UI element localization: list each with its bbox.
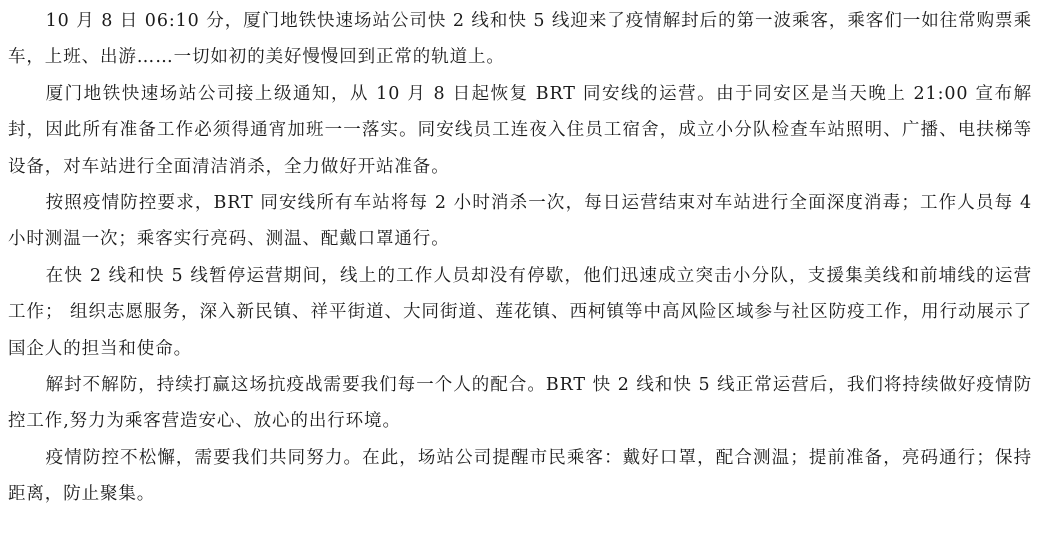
paragraph-reopening-first-passengers: 10 月 8 日 06:10 分，厦门地铁快速场站公司快 2 线和快 5 线迎来了疫情解封后的第一波乘客，乘客们一如往常购票乘车，上班、出游……一切如初的美好慢慢回到正常的轨道上。 xyxy=(8,11,1032,68)
article-body xyxy=(8,3,1032,513)
paragraph-volunteer-support: 在快 2 线和快 5 线暂停运营期间，线上的工作人员却没有停歇，他们迅速成立突击小分队，支援集美线和前埔线的运营工作； 组织志愿服务，深入新民镇、祥平街道、大同街道、莲花镇、西柯镇等中高风险区域参与社区防疫工作，用行动展示了国企人的担当和使命。 xyxy=(8,265,1032,359)
paragraph-brt-tongan-resume: 厦门地铁快速场站公司接上级通知，从 10 月 8 日起恢复 BRT 同安线的运营。由于同安区是当天晚上 21:00 宣布解封，因此所有准备工作必须得通宵加班一一落实。同安线员工连夜入住员工宿舍，成立小分队检查车站照明、广播、电扶梯等设备，对车站进行全面清洁消杀，全力做好开站准备。 xyxy=(8,83,1032,177)
paragraph-disinfection-requirements: 按照疫情防控要求，BRT 同安线所有车站将每 2 小时消杀一次，每日运营结束对车站进行全面深度消毒；工作人员每 4 小时测温一次；乘客实行亮码、测温、配戴口罩通行。 xyxy=(8,193,1032,250)
paragraph-continued-prevention: 解封不解防，持续打赢这场抗疫战需要我们每一个人的配合。BRT 快 2 线和快 5 线正常运营后，我们将持续做好疫情防控工作,努力为乘客营造安心、放心的出行环境。 xyxy=(8,375,1032,432)
paragraph-passenger-reminder: 疫情防控不松懈，需要我们共同努力。在此，场站公司提醒市民乘客：戴好口罩，配合测温；提前准备，亮码通行；保持距离，防止聚集。 xyxy=(8,447,1032,505)
